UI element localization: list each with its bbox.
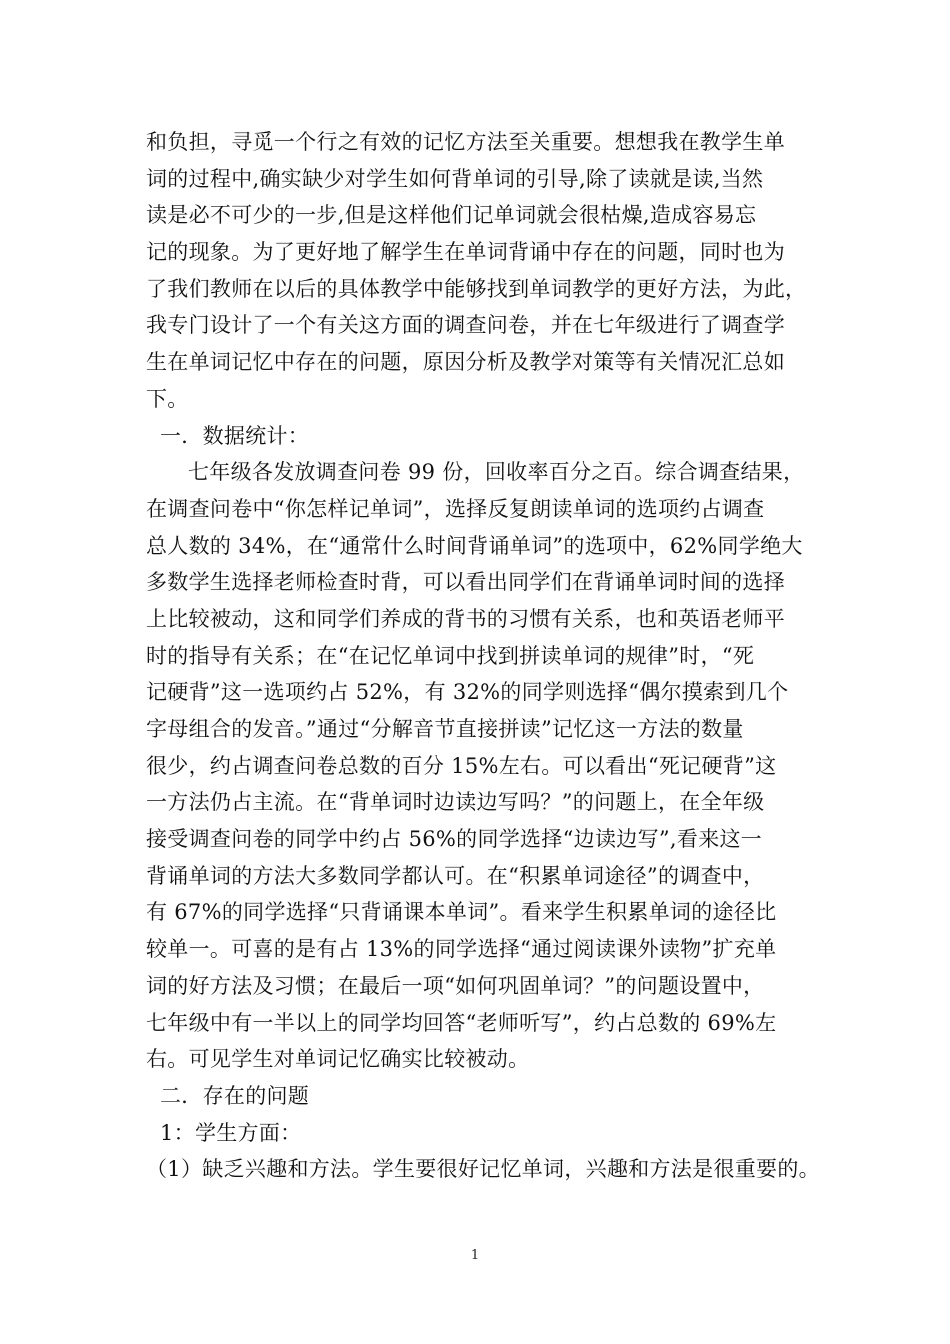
- text-line: 一．数据统计：: [160, 423, 310, 448]
- text-line: 在调查问卷中“你怎样记单词”，选择反复朗读单词的选项约占调查: [146, 496, 765, 521]
- text-line: 一方法仍占主流。在“背单词时边读边写吗？”的问题上，在全年级: [146, 790, 765, 815]
- page-number: 1: [470, 1248, 480, 1263]
- text-line: 字母组合的发音。”通过“分解音节直接拼读”记忆这一方法的数量: [146, 717, 744, 741]
- text-line: 七年级中有一半以上的同学均回答“老师听写”，约占总数的 69%左: [146, 1010, 777, 1035]
- body-text: [146, 124, 826, 1188]
- text-line: 我专门设计了一个有关这方面的调查问卷，并在七年级进行了调查学: [146, 313, 785, 338]
- text-line: 背诵单词的方法大多数同学都认可。在“积累单词途径”的调查中，: [146, 863, 765, 888]
- text-line: 了我们教师在以后的具体教学中能够找到单词教学的更好方法，为此，: [146, 276, 807, 301]
- text-line: （1）缺乏兴趣和方法。学生要很好记忆单词，兴趣和方法是很重要的。: [146, 1157, 820, 1182]
- text-line: 接受调查问卷的同学中约占 56%的同学选择“边读边写”,看来这一: [146, 827, 763, 852]
- text-line: 下。: [146, 386, 189, 411]
- text-line: 记的现象。为了更好地了解学生在单词背诵中存在的问题，同时也为: [146, 240, 785, 265]
- text-line: 七年级各发放调查问卷 99 份，回收率百分之百。综合调查结果，: [188, 460, 805, 485]
- text-line: 很少，约占调查问卷总数的百分 15%左右。可以看出“死记硬背”这: [146, 753, 777, 778]
- text-line: 二．存在的问题: [160, 1083, 310, 1108]
- text-line: 读是必不可少的一步,但是这样他们记单词就会很枯燥,造成容易忘: [146, 203, 757, 228]
- text-line: 生在单词记忆中存在的问题，原因分析及教学对策等有关情况汇总如: [146, 350, 785, 375]
- text-line: 有 67%的同学选择“只背诵课本单词”。看来学生积累单词的途径比: [146, 900, 777, 925]
- text-line: 词的过程中,确实缺少对学生如何背单词的引导,除了读就是读,当然: [146, 166, 764, 191]
- text-line: 时的指导有关系；在“在记忆单词中找到拼读单词的规律”时，“死: [146, 643, 755, 668]
- text-line: 较单一。可喜的是有占 13%的同学选择“通过阅读课外读物”扩充单: [146, 937, 777, 962]
- text-line: 记硬背”这一选项约占 52%，有 32%的同学则选择“偶尔摸索到几个: [146, 680, 789, 705]
- text-line: 和负担，寻觅一个行之有效的记忆方法至关重要。想想我在教学生单: [146, 130, 785, 154]
- text-line: 总人数的 34%，在“通常什么时间背诵单词”的选项中，62%同学绝大: [146, 533, 803, 558]
- text-line: 右。可见学生对单词记忆确实比较被动。: [146, 1047, 530, 1072]
- text-line: 多数学生选择老师检查时背，可以看出同学们在背诵单词时间的选择: [146, 570, 785, 595]
- text-line: 词的好方法及习惯；在最后一项“如何巩固单词？”的问题设置中，: [146, 973, 765, 998]
- text-line: 1：学生方面：: [160, 1120, 302, 1145]
- text-line: 上比较被动，这和同学们养成的背书的习惯有关系，也和英语老师平: [146, 606, 785, 631]
